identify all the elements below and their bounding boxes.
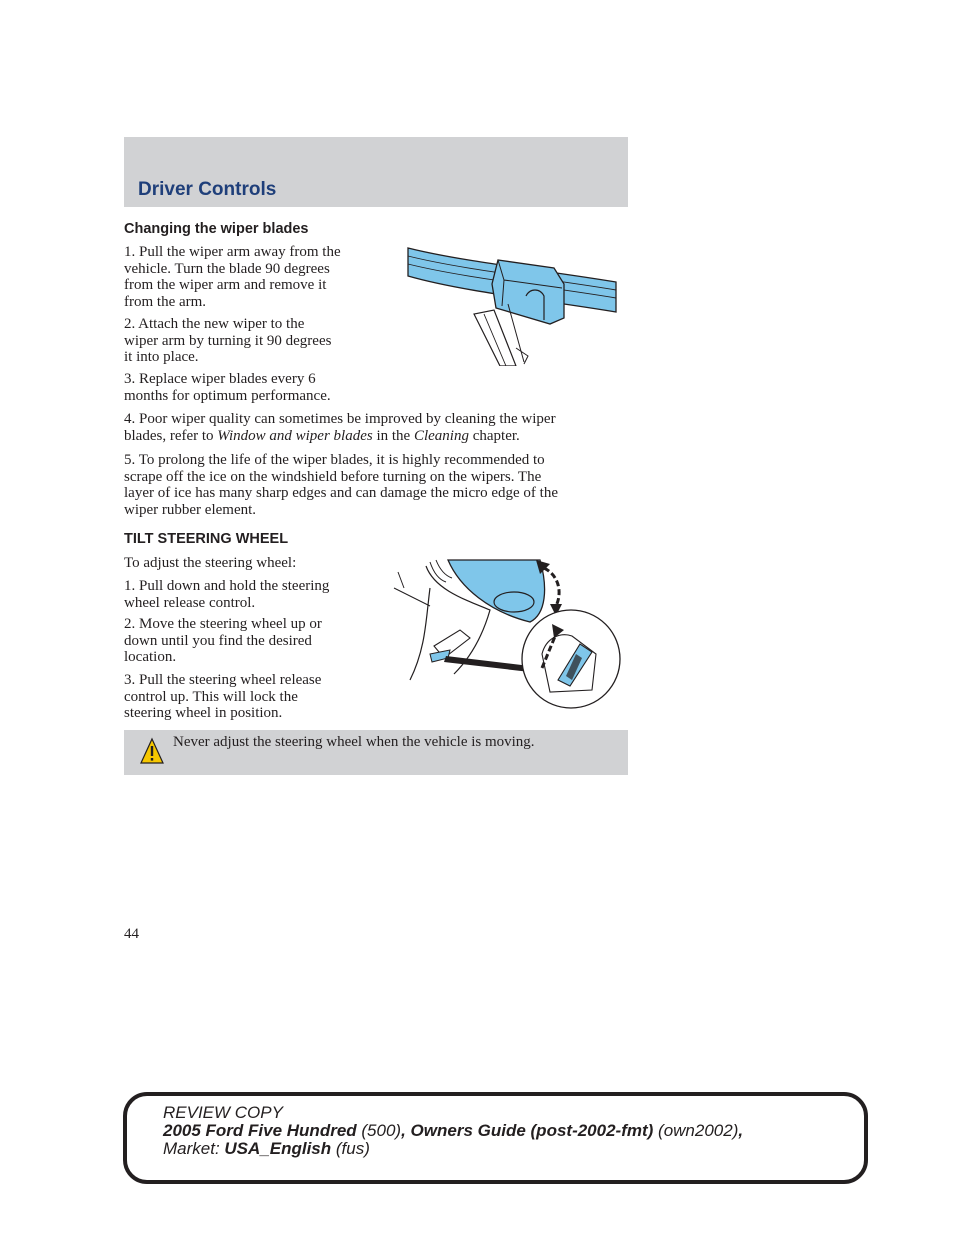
section-header-band — [124, 137, 628, 207]
cross-reference: Window and wiper blades — [217, 427, 373, 444]
text-line: 3. Pull the steering wheel release — [124, 672, 322, 688]
warning-box — [124, 730, 628, 775]
text-line: steering wheel in position. — [124, 705, 283, 721]
wiper-heading: Changing the wiper blades — [124, 221, 309, 237]
footer-text — [163, 1104, 743, 1158]
text-line: it into place. — [124, 349, 199, 365]
steering-wheel-illustration — [390, 558, 624, 720]
review-copy-label: REVIEW COPY — [163, 1103, 283, 1122]
warning-triangle-icon — [140, 734, 164, 764]
wiper-step-2 — [124, 316, 384, 366]
section-title: Driver Controls — [138, 179, 277, 200]
text-line: wiper rubber element. — [124, 501, 257, 518]
text-line: months for optimum performance. — [124, 387, 331, 404]
text-line: 1. Pull down and hold the steering — [124, 578, 330, 594]
chapter-reference: Cleaning — [413, 427, 469, 444]
wiper-step-3 — [124, 371, 384, 404]
warning-text: Never adjust the steering wheel when the vehicle is moving. — [173, 734, 535, 750]
text-line: 5. To prolong the life of the wiper blades, it is highly recommended to — [124, 452, 545, 468]
text-line: chapter. — [468, 427, 520, 444]
text-line: 4. Poor wiper quality can sometimes be improved by cleaning the wiper — [124, 411, 556, 427]
tilt-step-2 — [124, 616, 384, 666]
wiper-step-4 — [124, 411, 634, 444]
text-line: 2. Move the steering wheel up or — [124, 616, 322, 632]
text-line: vehicle. Turn the blade 90 degrees — [124, 260, 330, 277]
wiper-step-5 — [124, 452, 634, 518]
text-line: 2. Attach the new wiper to the — [124, 316, 305, 332]
wiper-step-1 — [124, 244, 384, 310]
text-line: wiper arm by turning it 90 degrees — [124, 332, 332, 349]
text-line: down until you find the desired — [124, 632, 312, 649]
page-number: 44 — [124, 926, 139, 942]
footer-guide: Owners Guide (post-2002-fmt) — [410, 1121, 654, 1140]
text-line: layer of ice has many sharp edges and can damage the micro edge of the — [124, 485, 558, 501]
text-line: from the wiper arm and remove it — [124, 277, 327, 293]
text-line: blades, refer to — [124, 427, 218, 444]
text-line: scrape off the ice on the windshield before turning on the wipers. The — [124, 468, 542, 485]
text-line: location. — [124, 649, 177, 665]
wiper-blade-illustration — [404, 244, 620, 366]
text-line: in the — [372, 427, 414, 444]
tilt-step-1 — [124, 578, 384, 611]
footer-model: 2005 Ford Five Hundred — [163, 1121, 357, 1140]
text-line: 3. Replace wiper blades every 6 — [124, 371, 316, 387]
tilt-intro: To adjust the steering wheel: — [124, 555, 297, 571]
tilt-heading: TILT STEERING WHEEL — [124, 531, 289, 547]
text-line: wheel release control. — [124, 594, 256, 611]
text-line: from the arm. — [124, 293, 207, 310]
footer-market-code: (fus) — [331, 1139, 370, 1158]
tilt-step-3 — [124, 672, 384, 722]
footer-separator: , — [738, 1121, 744, 1140]
footer-market: USA_English — [224, 1139, 332, 1158]
footer-guide-code: (own2002) — [653, 1121, 739, 1140]
text-line: control up. This will lock the — [124, 688, 298, 705]
review-copy-footer — [123, 1092, 868, 1184]
footer-separator: , — [401, 1121, 411, 1140]
footer-market-label: Market: — [163, 1139, 225, 1158]
text-line: 1. Pull the wiper arm away from the — [124, 244, 341, 260]
footer-model-code: (500) — [356, 1121, 402, 1140]
